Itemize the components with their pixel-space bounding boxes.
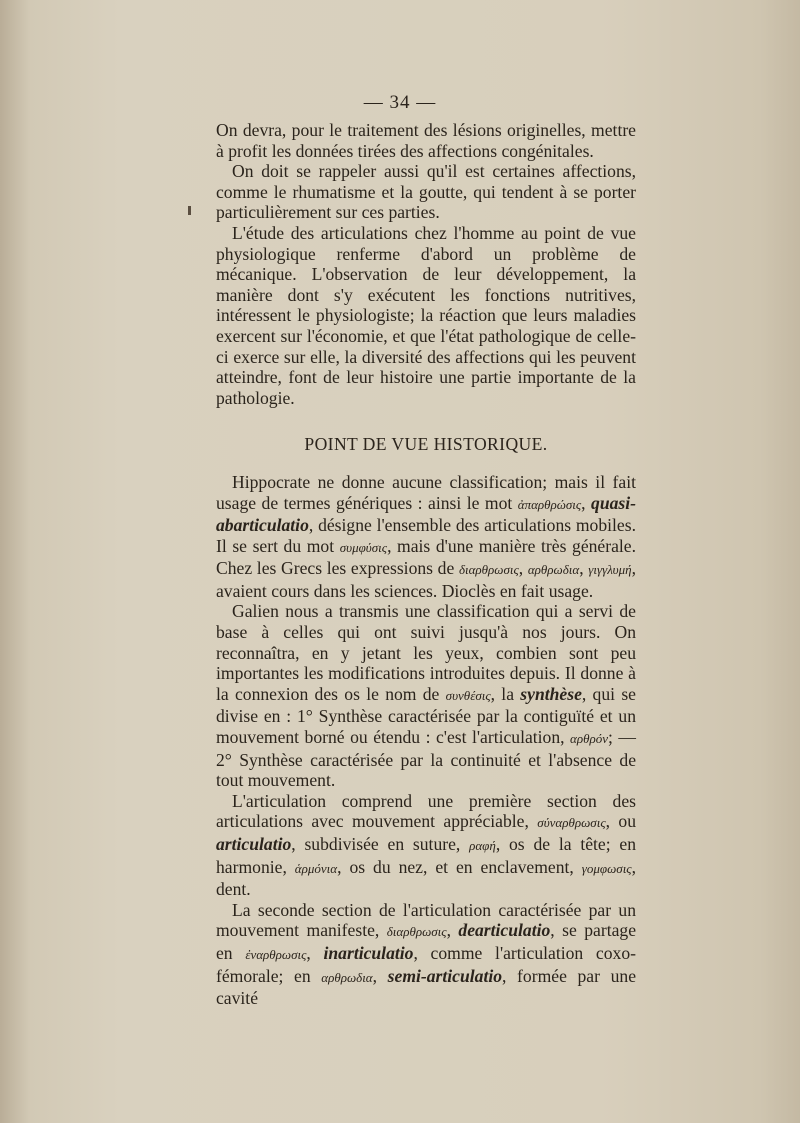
page-number: — 34 — (363, 92, 437, 113)
text-run: Galien nous a transmis une classification qui a servi de base à celles qui ont suivi jusqu'à nos jours. On reconnaîtra, en y jetant les yeux, combien sont peu importantes les modifications introduites depuis. Il donne à la connexion des os le nom de (216, 601, 636, 704)
latin-term: semi-articulatio (387, 965, 503, 986)
text-run: , (372, 965, 388, 986)
section-heading (216, 434, 636, 455)
text-run: , (446, 920, 459, 941)
greek-term: ραφή (469, 838, 496, 853)
greek-term: ἁρμόνια (294, 860, 338, 876)
greek-term: ἀπαρθρώσις (517, 496, 582, 512)
text-run: , ou (605, 811, 636, 832)
text-run: , os du nez, et en enclavement, (337, 856, 582, 877)
greek-term: συνθέσις (445, 687, 491, 703)
text-run: On doit se rappeler aussi qu'il est certaines affections, comme le rhumatisme et la goutte, qui tendent à se porter particulièrement sur ces parties. (216, 161, 636, 223)
text-run: L'articulation comprend une première section des articulations avec mouvement appréciable, (216, 790, 636, 832)
paragraph (216, 161, 636, 223)
greek-term: σύναρθρωσις (537, 815, 606, 831)
greek-term: αρθρωδια (527, 562, 580, 578)
paragraph (216, 120, 636, 161)
greek-term: συμφύσις (339, 539, 388, 555)
text-run: , avaient cours dans les sciences. Dioclès en fait usage. (216, 558, 637, 601)
body-text (216, 120, 636, 1009)
text-run: L'étude des articulations chez l'homme au point de vue physiologique renferme d'abord un problème de mécanique. L'observation de leur développement, la manière dont s'y exécutent les fonctions nutritives, intéressent le physiologiste; la réaction que leurs maladies exercent sur l'économie, et que l'état pathologique de celle-ci exerce sur elle, la diversité des affections qui les peuvent atteindre, font de leur histoire une partie importante de la pathologie. (216, 222, 636, 408)
text-run: , os de la tête; en harmonie, (216, 834, 636, 877)
greek-term: αρθρωδια (321, 969, 373, 985)
greek-term: γιγγλυμή (588, 562, 632, 578)
text-run: , qui se divise en : 1° Synthèse caractérisée par la contiguïté et un mouvement borné ou étendu : c'est l'articulation, (216, 683, 636, 748)
text-run: On devra, pour le traitement des lésions originelles, mettre à profit les données tirées des affections congénitales. (216, 120, 636, 161)
text-run: , (581, 492, 592, 513)
latin-term: synthèse (520, 683, 582, 704)
greek-term: αρθρόν (570, 731, 609, 747)
text-run: ; — 2° Synthèse caractérisée par la continuité et l'absence de tout mouvement. (216, 727, 636, 791)
latin-term: dearticulatio (458, 920, 551, 941)
paragraph (216, 472, 636, 602)
text-run: , dent. (216, 856, 636, 900)
paragraph (216, 791, 636, 900)
text-run: , (579, 558, 589, 579)
latin-term: quasi-abarticulatio (216, 492, 637, 536)
greek-term: ἐναρθρωσις (245, 946, 307, 962)
text-run: POINT DE VUE HISTORIQUE. (304, 434, 548, 455)
greek-term: διαρθρωσις (458, 562, 519, 578)
greek-term: γομφωσις (581, 860, 632, 876)
text-run: , comme l'articulation coxo-fémorale; en (216, 942, 636, 986)
latin-term: articulatio (216, 834, 292, 854)
text-run: , formée par une cavité (216, 965, 637, 1009)
paragraph (216, 900, 636, 1009)
text-run: , subdivisée en suture, (291, 834, 470, 854)
text-run: , (306, 942, 324, 963)
text-run: Hippocrate ne donne aucune classification; mais il fait usage de termes génériques : ainsi le mot (216, 471, 636, 513)
greek-term: διαρθρωσις (386, 924, 447, 940)
latin-term: inarticulatio (323, 942, 414, 963)
text-run: , la (490, 683, 521, 704)
margin-mark (188, 206, 191, 215)
text-run: La seconde section de l'articulation caractérisée par un mouvement manifeste, (216, 899, 636, 941)
paragraph (216, 601, 636, 790)
text-run: , mais d'une manière très générale. Chez les Grecs les expressions de (216, 535, 636, 579)
paragraph (216, 223, 636, 408)
text-run: , se partage en (216, 920, 636, 963)
text-run: , (518, 558, 528, 579)
text-run: , désigne l'ensemble des articulations mobiles. Il se sert du mot (216, 515, 636, 556)
